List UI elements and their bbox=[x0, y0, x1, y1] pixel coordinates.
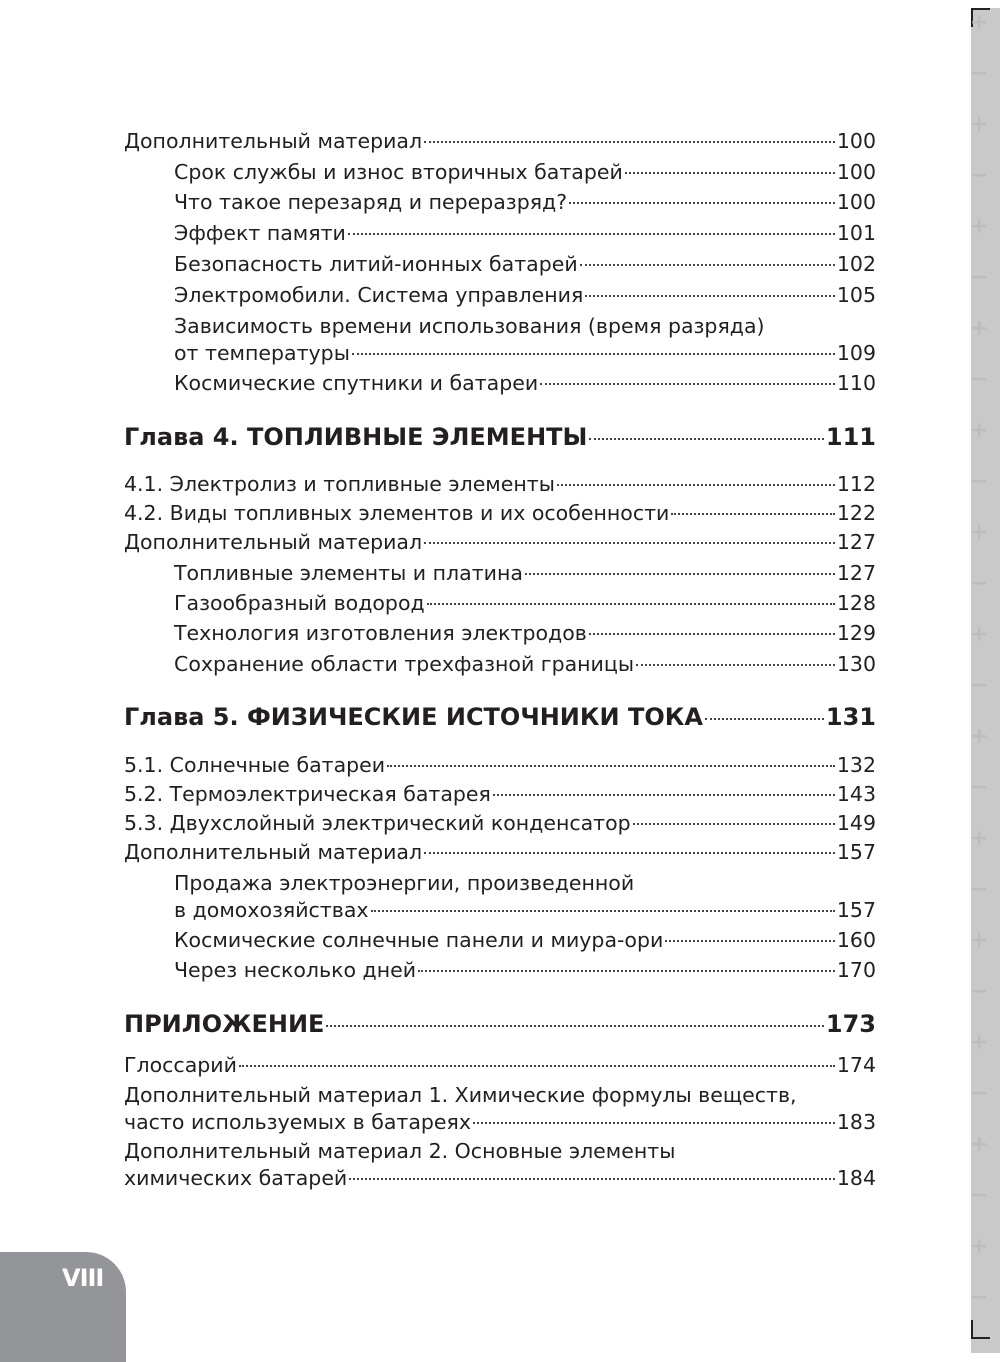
leader-dots bbox=[665, 940, 835, 942]
toc-entry-page: 130 bbox=[836, 652, 876, 676]
toc-entry[interactable] bbox=[124, 782, 876, 806]
toc-entry[interactable] bbox=[124, 129, 876, 153]
strip-pattern-icon: − bbox=[970, 1285, 989, 1310]
strip-pattern-icon: − bbox=[970, 877, 989, 902]
toc-entry-page: 110 bbox=[836, 371, 876, 395]
toc-entry-first-line: Зависимость времени использования (время разряда) bbox=[174, 314, 765, 338]
strip-pattern-icon: + bbox=[970, 1234, 989, 1259]
toc-chapter-heading[interactable] bbox=[124, 425, 876, 449]
strip-pattern-icon: − bbox=[970, 979, 989, 1004]
leader-dots bbox=[418, 970, 835, 972]
strip-pattern-icon: − bbox=[970, 673, 989, 698]
strip-pattern-icon: − bbox=[970, 1081, 989, 1106]
toc-entry-first-line: Дополнительный материал 2. Основные элементы bbox=[124, 1139, 676, 1163]
toc-entry-title: Космические солнечные панели и миура-ори bbox=[174, 928, 664, 952]
toc-entry-page: 157 bbox=[836, 840, 876, 864]
toc-entry-title: Глоссарий bbox=[124, 1053, 237, 1077]
toc-entry[interactable] bbox=[174, 283, 876, 307]
toc-entry-page: 102 bbox=[836, 252, 876, 276]
toc-entry-page: 170 bbox=[836, 958, 876, 982]
leader-dots bbox=[352, 353, 835, 355]
toc-entry-page: 157 bbox=[836, 898, 876, 922]
toc-entry[interactable] bbox=[124, 472, 876, 496]
toc-entry-page: 173 bbox=[825, 1010, 876, 1038]
toc-entry-page: 184 bbox=[836, 1166, 876, 1190]
toc-entry[interactable] bbox=[174, 371, 876, 395]
strip-pattern-icon: − bbox=[970, 61, 989, 86]
toc-entry-first-line: Дополнительный материал 1. Химические формулы веществ, bbox=[124, 1083, 797, 1107]
toc-entry-title: от температуры bbox=[174, 341, 350, 365]
leader-dots bbox=[424, 852, 835, 854]
toc-entry-page: 143 bbox=[836, 782, 876, 806]
toc-entry-title: Глава 5. ФИЗИЧЕСКИЕ ИСТОЧНИКИ ТОКА bbox=[124, 703, 703, 731]
leader-dots bbox=[589, 438, 823, 440]
leader-dots bbox=[473, 1122, 835, 1124]
strip-pattern-icon: + bbox=[970, 418, 989, 443]
toc-entry-title: ПРИЛОЖЕНИЕ bbox=[124, 1010, 325, 1038]
toc-entry-title: Дополнительный материал bbox=[124, 129, 423, 153]
toc-entry-title: Эффект памяти bbox=[174, 221, 346, 245]
toc-entry[interactable] bbox=[124, 1166, 876, 1190]
toc-entry[interactable] bbox=[174, 652, 876, 676]
toc-entry-page: 132 bbox=[836, 753, 876, 777]
toc-entry[interactable] bbox=[174, 621, 876, 645]
toc-entry-page: 100 bbox=[836, 129, 876, 153]
page-number: VIII bbox=[62, 1264, 104, 1292]
strip-pattern-icon: − bbox=[970, 163, 989, 188]
leader-dots bbox=[326, 1025, 823, 1027]
toc-entry[interactable] bbox=[124, 501, 876, 525]
toc-entry-title: в домохозяйствах bbox=[174, 898, 369, 922]
leader-dots bbox=[633, 823, 835, 825]
leader-dots bbox=[589, 633, 835, 635]
leader-dots bbox=[705, 718, 824, 720]
leader-dots bbox=[569, 202, 835, 204]
strip-pattern-icon: − bbox=[970, 367, 989, 392]
toc-entry-page: 127 bbox=[836, 561, 876, 585]
toc-entry-title: часто используемых в батареях bbox=[124, 1110, 472, 1134]
toc-entry-page: 105 bbox=[836, 283, 876, 307]
leader-dots bbox=[580, 264, 835, 266]
toc-entry[interactable] bbox=[124, 530, 876, 554]
leader-dots bbox=[348, 233, 835, 235]
toc-entry-title: Дополнительный материал bbox=[124, 840, 423, 864]
toc-entry[interactable] bbox=[174, 898, 876, 922]
toc-entry-page: 183 bbox=[836, 1110, 876, 1134]
toc-entry[interactable] bbox=[174, 928, 876, 952]
leader-dots bbox=[493, 794, 835, 796]
leader-dots bbox=[239, 1065, 835, 1067]
toc-entry-page: 149 bbox=[836, 811, 876, 835]
leader-dots bbox=[349, 1178, 835, 1180]
toc-entry-page: 131 bbox=[825, 703, 876, 731]
toc-entry[interactable] bbox=[174, 341, 876, 365]
strip-pattern-icon: − bbox=[970, 265, 989, 290]
toc-entry-page: 160 bbox=[836, 928, 876, 952]
strip-pattern-icon: − bbox=[970, 469, 989, 494]
toc-entry-first-line: Продажа электроэнергии, произведенной bbox=[174, 871, 635, 895]
leader-dots bbox=[424, 141, 835, 143]
strip-pattern-icon: + bbox=[970, 622, 989, 647]
toc-entry-page: 100 bbox=[836, 190, 876, 214]
toc-entry-page: 127 bbox=[836, 530, 876, 554]
toc-entry-title: Сохранение области трехфазной границы bbox=[174, 652, 635, 676]
leader-dots bbox=[671, 513, 834, 515]
toc-entry[interactable] bbox=[174, 190, 876, 214]
toc-entry-title: Космические спутники и батареи bbox=[174, 371, 539, 395]
strip-pattern-icon: + bbox=[970, 1132, 989, 1157]
toc-entry-page: 111 bbox=[825, 423, 876, 451]
strip-pattern-icon: + bbox=[970, 724, 989, 749]
toc-entry[interactable] bbox=[124, 1053, 876, 1077]
toc-entry-title: 4.1. Электролиз и топливные элементы bbox=[124, 472, 555, 496]
leader-dots bbox=[636, 664, 835, 666]
leader-dots bbox=[625, 172, 835, 174]
strip-pattern-icon: + bbox=[970, 928, 989, 953]
toc-entry[interactable] bbox=[174, 958, 876, 982]
toc-entry-title: Электромобили. Система управления bbox=[174, 283, 584, 307]
toc-entry-page: 112 bbox=[836, 472, 876, 496]
toc-entry[interactable] bbox=[124, 840, 876, 864]
leader-dots bbox=[371, 910, 835, 912]
toc-entry-title: Срок службы и износ вторичных батарей bbox=[174, 160, 623, 184]
toc-entry[interactable] bbox=[124, 811, 876, 835]
toc-entry[interactable] bbox=[174, 252, 876, 276]
strip-pattern-icon: + bbox=[970, 1030, 989, 1055]
crop-mark-bottom bbox=[971, 1320, 990, 1339]
strip-pattern-icon: + bbox=[970, 112, 989, 137]
toc-entry[interactable] bbox=[174, 221, 876, 245]
strip-pattern-icon: − bbox=[970, 775, 989, 800]
toc-entry-title: Топливные элементы и платина bbox=[174, 561, 523, 585]
leader-dots bbox=[557, 484, 835, 486]
toc-entry-title: Безопасность литий-ионных батарей bbox=[174, 252, 578, 276]
toc-entry-title: Что такое перезаряд и переразряд? bbox=[174, 190, 568, 214]
strip-pattern-icon: − bbox=[970, 1183, 989, 1208]
toc-chapter-heading[interactable] bbox=[124, 1012, 876, 1036]
strip-pattern-icon: − bbox=[970, 571, 989, 596]
toc-entry[interactable] bbox=[174, 160, 876, 184]
toc-entry-page: 122 bbox=[836, 501, 876, 525]
toc-entry-title: Глава 4. ТОПЛИВНЫЕ ЭЛЕМЕНТЫ bbox=[124, 423, 588, 451]
toc-entry-title: Дополнительный материал bbox=[124, 530, 423, 554]
toc-entry-page: 129 bbox=[836, 621, 876, 645]
page-number-tab bbox=[0, 1252, 126, 1362]
toc-entry[interactable] bbox=[174, 591, 876, 615]
leader-dots bbox=[387, 765, 835, 767]
toc-entry-page: 109 bbox=[836, 341, 876, 365]
toc-entry-title: 5.3. Двухслойный электрический конденсатор bbox=[124, 811, 631, 835]
leader-dots bbox=[424, 542, 835, 544]
toc-entry-page: 174 bbox=[836, 1053, 876, 1077]
strip-pattern-icon: + bbox=[970, 214, 989, 239]
leader-dots bbox=[525, 573, 835, 575]
strip-pattern-icon: + bbox=[970, 826, 989, 851]
toc-entry[interactable] bbox=[124, 1110, 876, 1134]
toc-entry-page: 128 bbox=[836, 591, 876, 615]
toc-entry-title: Технология изготовления электродов bbox=[174, 621, 587, 645]
toc-entry-title: Через несколько дней bbox=[174, 958, 417, 982]
leader-dots bbox=[540, 383, 835, 385]
toc-chapter-heading[interactable] bbox=[124, 705, 876, 729]
toc-entry-title: химических батарей bbox=[124, 1166, 348, 1190]
toc-entry[interactable] bbox=[124, 753, 876, 777]
strip-pattern-icon: + bbox=[970, 520, 989, 545]
leader-dots bbox=[585, 295, 835, 297]
toc-entry[interactable] bbox=[174, 561, 876, 585]
toc-entry-title: Газообразный водород bbox=[174, 591, 425, 615]
toc-entry-title: 5.1. Солнечные батареи bbox=[124, 753, 386, 777]
strip-pattern-icon: + bbox=[970, 316, 989, 341]
toc-entry-page: 101 bbox=[836, 221, 876, 245]
toc-entry-page: 100 bbox=[836, 160, 876, 184]
strip-pattern-icon: + bbox=[970, 10, 989, 35]
toc-entry-title: 5.2. Термоэлектрическая батарея bbox=[124, 782, 491, 806]
toc-entry-title: 4.2. Виды топливных элементов и их особенности bbox=[124, 501, 670, 525]
leader-dots bbox=[427, 603, 835, 605]
